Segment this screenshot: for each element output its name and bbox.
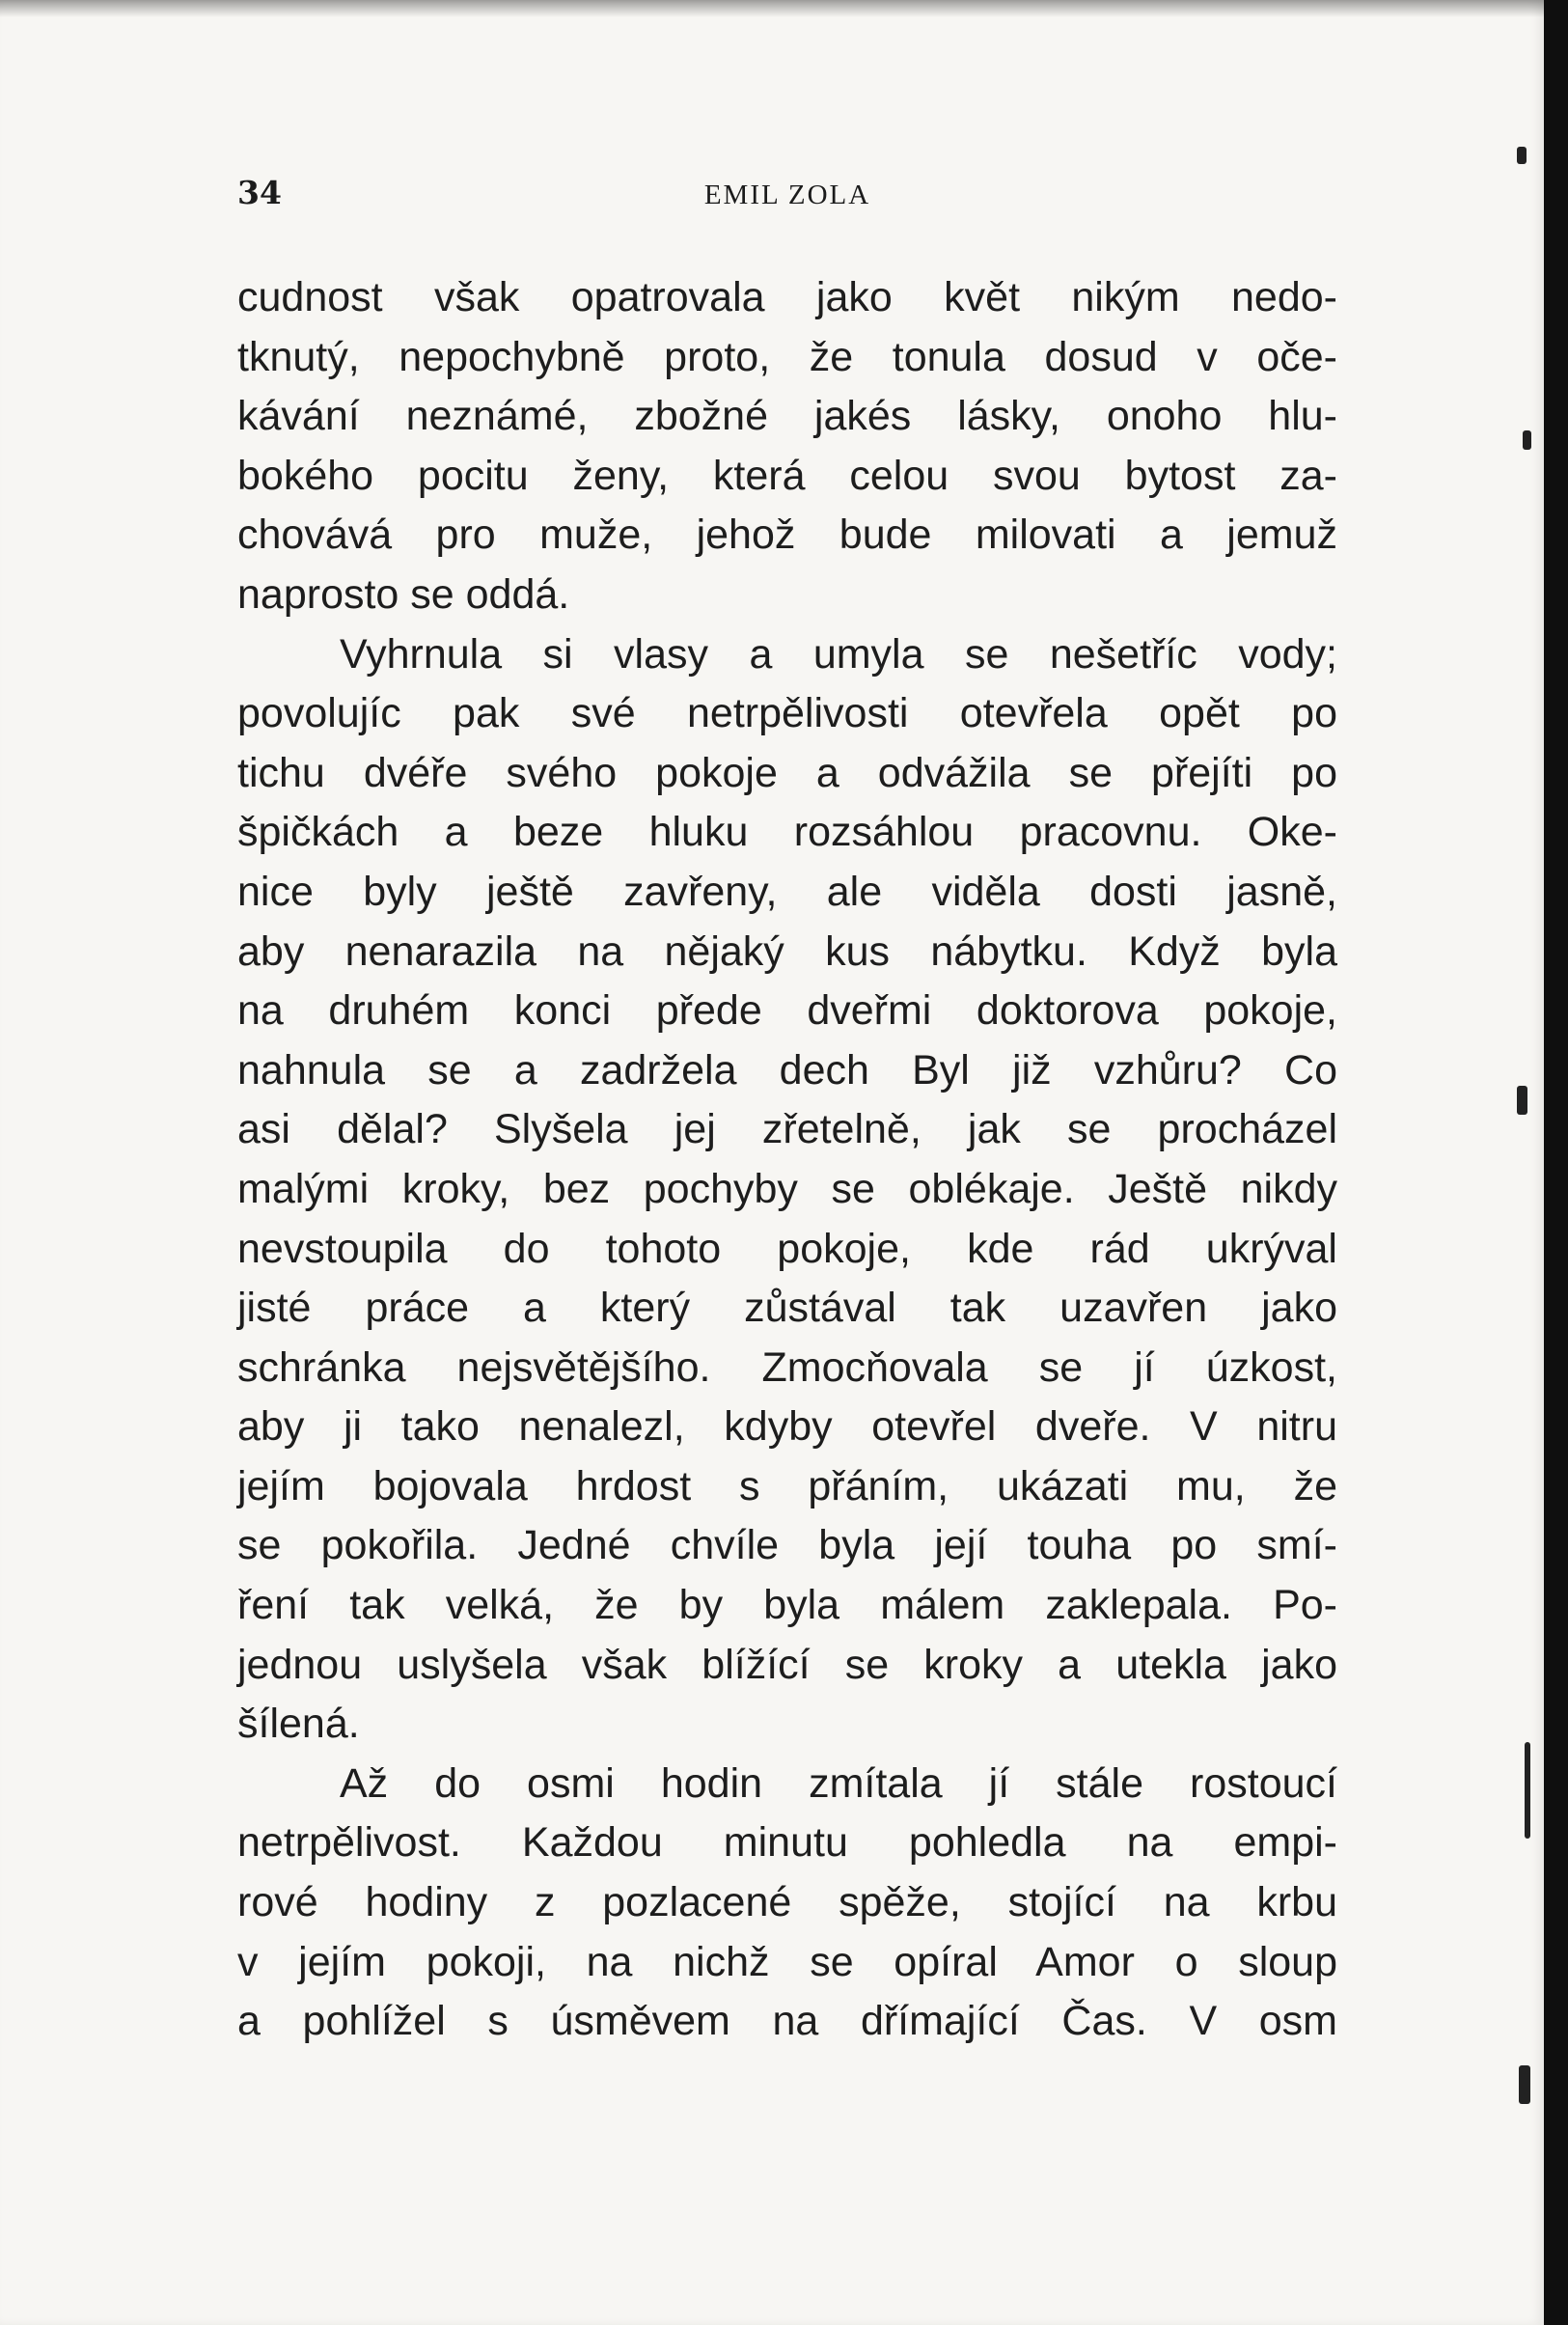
text-line: Vyhrnula si vlasy a umyla se nešetříc vody; xyxy=(340,630,1337,678)
text-line: chovává pro muže, jehož bude milovati a jemuž xyxy=(237,512,1337,559)
text-line: aby nenarazila na nějaký kus nábytku. Když byla xyxy=(237,927,1337,975)
body-text xyxy=(237,268,1337,2052)
text-line: aby ji tako nenalezl, kdyby otevřel dveře. V nitru xyxy=(237,1403,1337,1451)
text-line: jednou uslyšela však blížící se kroky a utekla jako xyxy=(237,1641,1337,1688)
text-line: rové hodiny z pozlacené spěže, stojící na krbu xyxy=(237,1879,1337,1926)
text-line: nevstoupila do tohoto pokoje, kde rád ukrýval xyxy=(237,1225,1337,1272)
scan-dark-edge xyxy=(1544,0,1568,2325)
margin-speck xyxy=(1519,2065,1530,2104)
text-line: na druhém konci přede dveřmi doktorova pokoje, xyxy=(237,987,1337,1035)
page-number: 34 xyxy=(237,174,282,211)
text-line: špičkách a beze hluku rozsáhlou pracovnu. Oke- xyxy=(237,809,1337,856)
text-line: jisté práce a který zůstával tak uzavřen jako xyxy=(237,1285,1337,1332)
text-line: šílená. xyxy=(237,1701,360,1748)
text-line: tknutý, nepochybně proto, že tonula dosud v oče- xyxy=(237,333,1337,380)
text-line: a pohlížel s úsměvem na dřímající Čas. V osm xyxy=(237,1998,1337,2045)
text-line: se pokořila. Jedné chvíle byla její touha po smí- xyxy=(237,1522,1337,1569)
text-line: v jejím pokoji, na nichž se opíral Amor o sloup xyxy=(237,1938,1337,1985)
text-line: tichu dvéře svého pokoje a odvážila se přejíti po xyxy=(237,749,1337,796)
text-line: jejím bojovala hrdost s přáním, ukázati mu, že xyxy=(237,1462,1337,1509)
text-line: Až do osmi hodin zmítala jí stále rostoucí xyxy=(340,1759,1337,1807)
text-line: cudnost však opatrovala jako květ nikým nedo- xyxy=(237,274,1337,320)
running-head xyxy=(237,174,1337,222)
margin-speck xyxy=(1523,430,1531,450)
page-top-shadow xyxy=(0,0,1544,17)
margin-speck xyxy=(1525,1742,1530,1839)
text-line: bokého pocitu ženy, která celou svou bytost za- xyxy=(237,452,1337,499)
text-line: kávání neznámé, zbožné jakés lásky, onoho hlu- xyxy=(237,393,1337,440)
margin-speck xyxy=(1517,147,1527,164)
text-line: naprosto se oddá. xyxy=(237,570,570,618)
text-line: nahnula se a zadržela dech Byl již vzhůru? Co xyxy=(237,1046,1337,1093)
running-title: EMIL ZOLA xyxy=(703,180,871,210)
text-line: asi dělal? Slyšela jej zřetelně, jak se procházel xyxy=(237,1106,1337,1153)
text-line: malými kroky, bez pochyby se oblékaje. Ještě nikdy xyxy=(237,1165,1337,1212)
text-line: povolujíc pak své netrpělivosti otevřela opět po xyxy=(237,690,1337,737)
text-line: ření tak velká, že by byla málem zaklepala. Po- xyxy=(237,1582,1337,1629)
text-line: schránka nejsvětějšího. Zmocňovala se jí úzkost, xyxy=(237,1343,1337,1391)
text-line: nice byly ještě zavřeny, ale viděla dosti jasně, xyxy=(237,868,1337,915)
text-line: netrpělivost. Každou minutu pohledla na empi- xyxy=(237,1819,1337,1867)
margin-speck xyxy=(1517,1086,1527,1115)
